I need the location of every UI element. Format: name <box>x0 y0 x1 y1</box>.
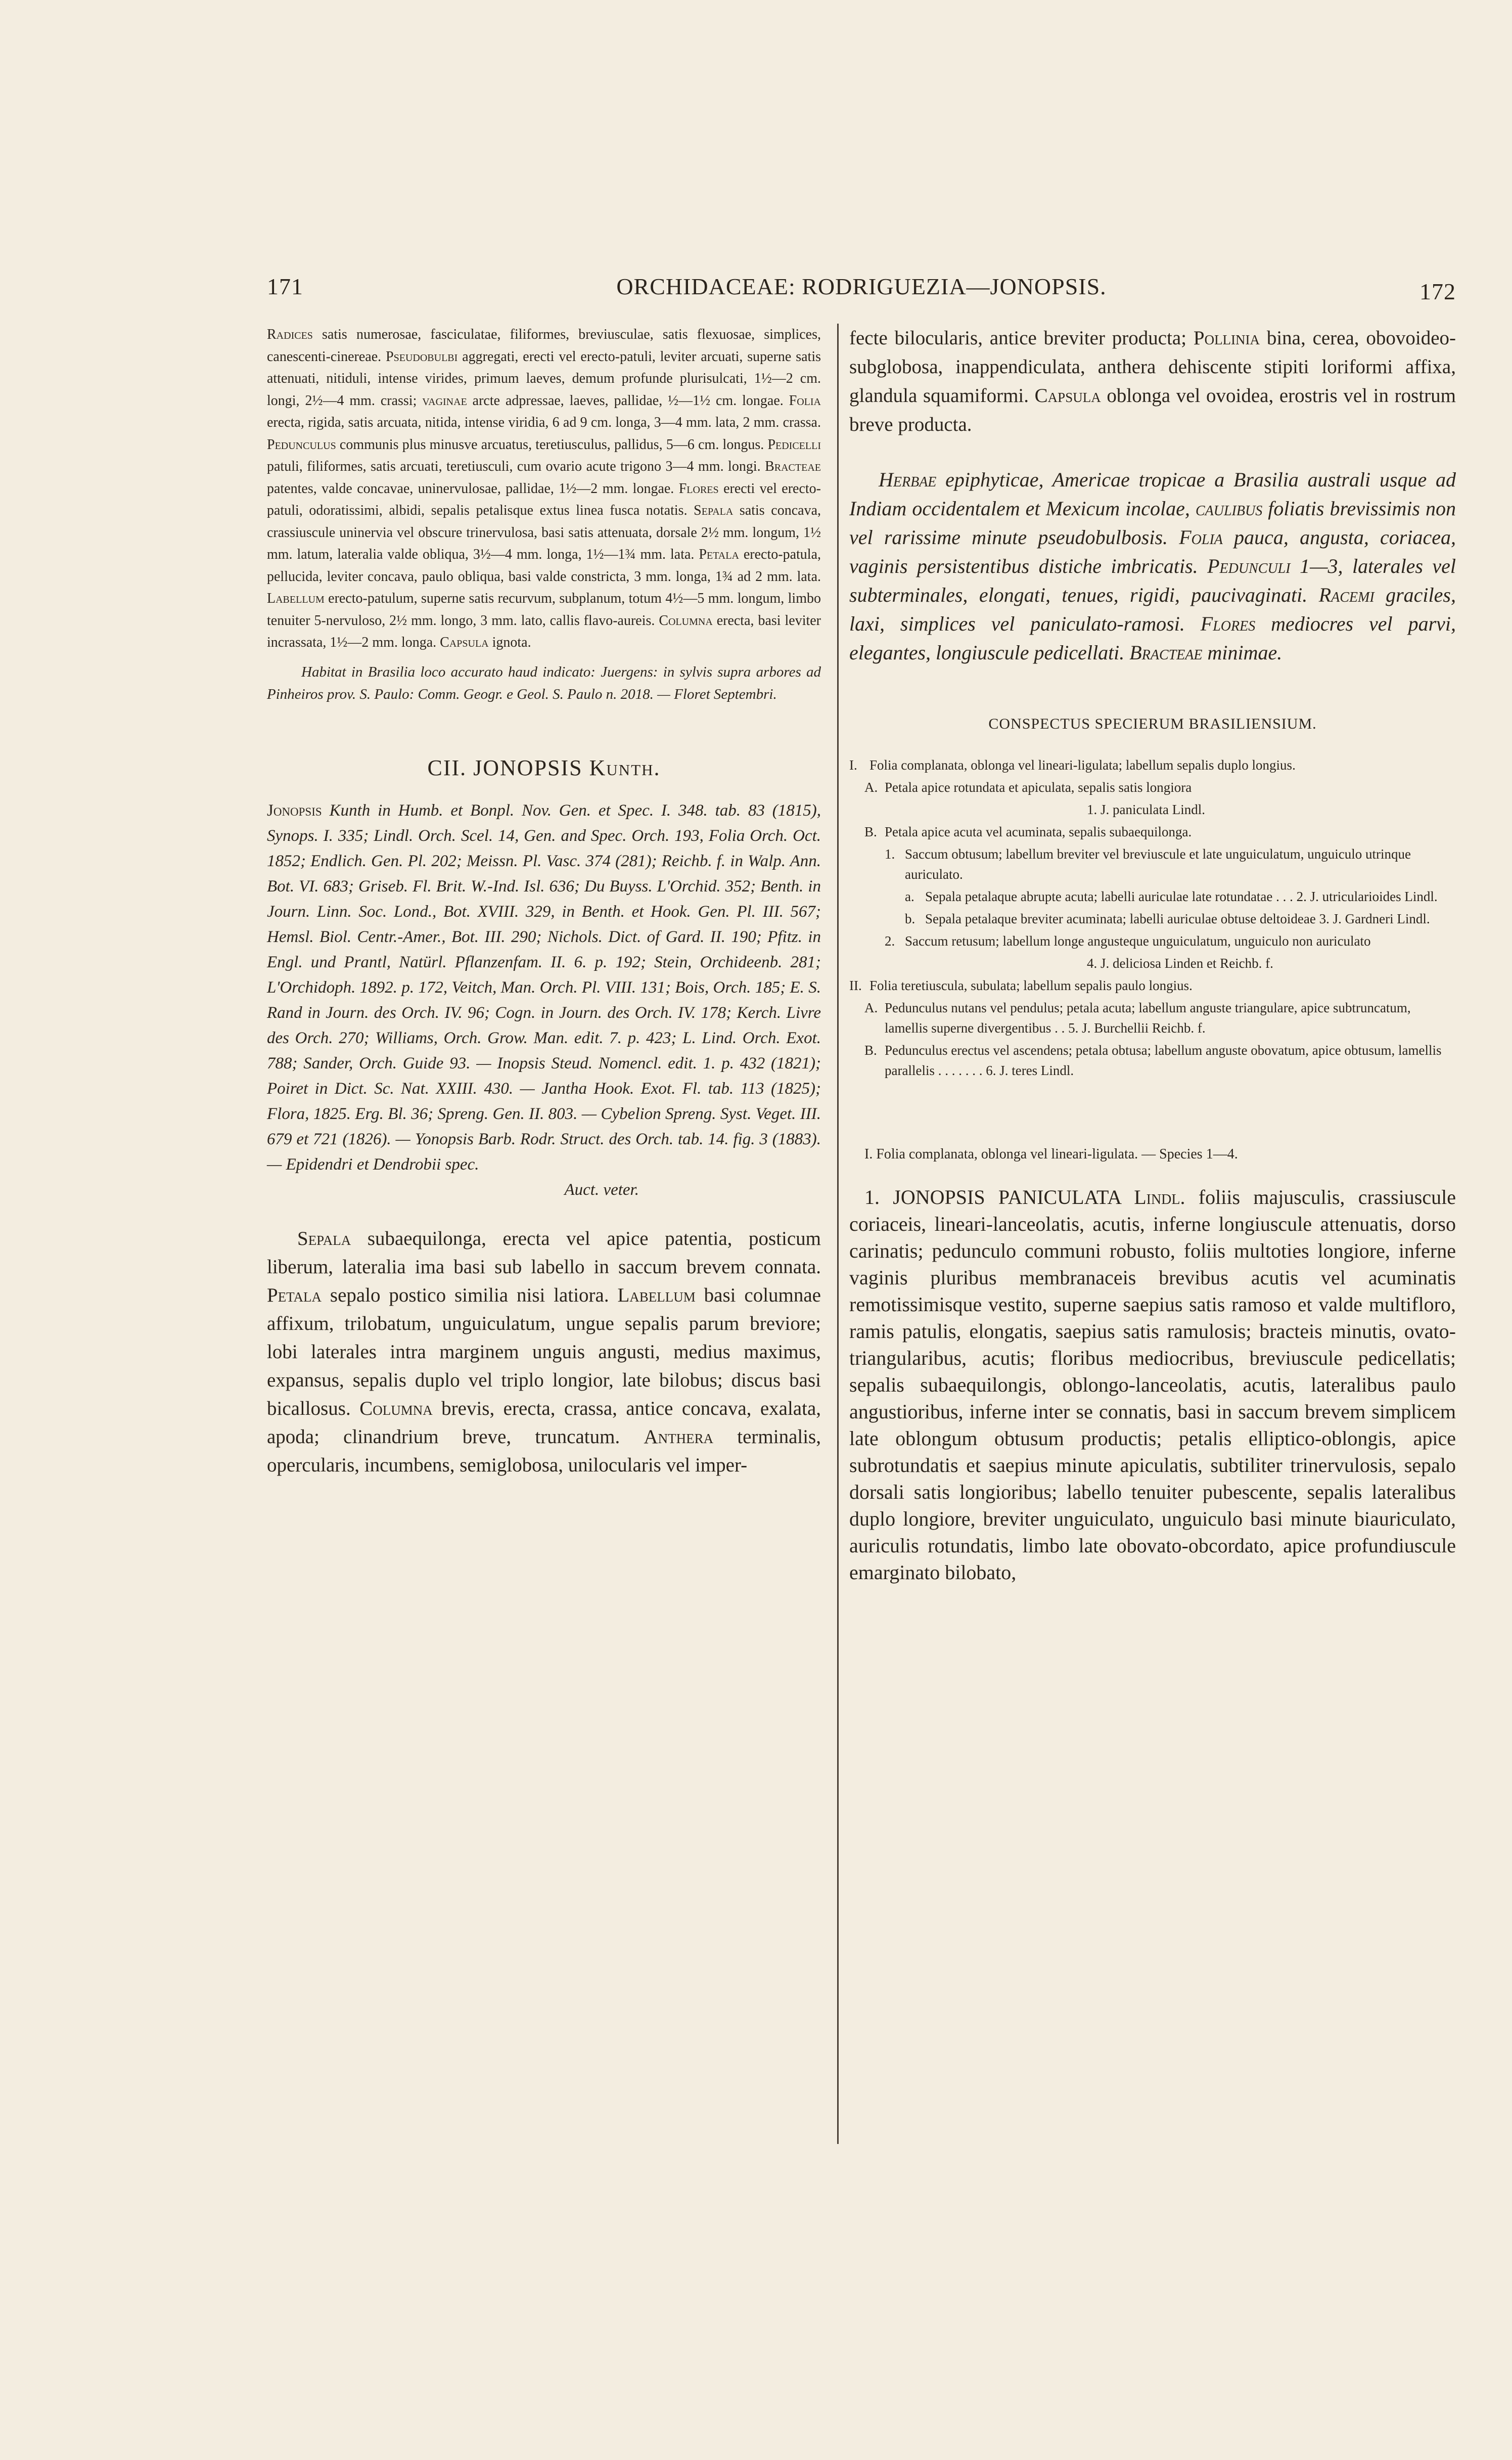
key-entry-text: Saccum obtusum; labellum breviter vel breviuscule et late unguiculatum, unguiculo utrinque auriculato. <box>905 846 1411 882</box>
term-label: Bracteae <box>765 459 821 474</box>
term-label: Labellum <box>617 1284 696 1306</box>
key-entry-text: Petala apice acuta vel acuminata, sepalis subaequilonga. <box>885 824 1192 839</box>
term-label: Racemi <box>1318 584 1374 606</box>
term-label: Columna <box>359 1397 433 1419</box>
text-run: erecta, basi leviter incrassata, 1½—2 mm. longa. <box>267 612 821 650</box>
term-label: Folia <box>1179 526 1223 549</box>
text-run: epiphyticae, Americae tropicae a Brasilia australi usque ad Indiam occidentalem et Mexicum incolae, <box>849 468 1456 520</box>
genus-synonymy-name: Jonopsis <box>267 801 322 820</box>
text-run: bina, cerea, obovoideo-subglobosa, inappendiculata, anthera dehiscente stipiti loriformi affixa, glandula squamiformi. <box>849 327 1456 407</box>
key-entry-tag: I. <box>849 757 857 773</box>
term-label: Pedunculus <box>267 436 336 453</box>
key-entry <box>849 755 1456 775</box>
key-entry-text: Folia teretiuscula, subulata; labellum sepalis paulo longius. <box>869 978 1193 993</box>
term-label: Pollinia <box>1193 327 1260 349</box>
term-label: Anthera <box>644 1425 714 1448</box>
species-description-continued <box>267 324 821 654</box>
key-entry-text: Saccum retusum; labellum longe angusteque unguiculatum, unguiculo non auriculato <box>905 933 1371 949</box>
key-entry <box>849 799 1456 820</box>
column-rule <box>837 324 839 2144</box>
text-run: mediocres vel parvi, elegantes, longiuscule pedicellati. <box>849 612 1456 664</box>
key-entry-tag: B. <box>864 1043 877 1058</box>
page-number-left: 171 <box>267 274 303 299</box>
term-label: Flores <box>1200 612 1256 635</box>
genus-synonymy <box>267 798 821 1177</box>
key-entry-text: Pedunculus nutans vel pendulus; petala acuta; labellum anguste triangulare, apice subtruncatum, lamellis superne divergentibus . . 5. J. Burchellii Reichb. f. <box>885 1000 1411 1036</box>
text-run: patentes, valde concavae, uninervulosae, pallidae, 1½—2 mm. longae. <box>267 480 679 497</box>
genus-habit-paragraph <box>849 465 1456 667</box>
text-run: arcte adpressae, laeves, pallidae, ½—1½ cm. longae. <box>467 392 789 409</box>
text-run: 1—3, laterales vel subterminales, elongati, tenues, rigidi, paucivaginati. <box>849 555 1456 606</box>
text-run: erecto-patulum, superne satis recurvum, subplanum, totum 4½—5 mm. longum, limbo tenuiter 5-nervuloso, 2½ mm. longo, 3 mm. lato, callis flavo-aureis. <box>267 591 821 629</box>
species-key <box>849 755 1456 1081</box>
term-label: Labellum <box>267 591 325 606</box>
key-entry-text: 1. J. paniculata Lindl. <box>1087 802 1205 817</box>
text-run: minimae. <box>1202 641 1282 664</box>
term-label: Sepala <box>297 1227 351 1249</box>
term-label: Radices <box>267 327 313 342</box>
text-run: ignota. <box>488 635 531 650</box>
text-run: erecta, rigida, satis arcuata, nitida, intense viridia, 6 ad 9 cm. longa, 3—4 mm. lata, 2 mm. crassa. <box>267 415 821 430</box>
text-run: terminalis, opercularis, incumbens, semiglobosa, unilocularis vel imper- <box>267 1425 821 1476</box>
key-entry-tag: A. <box>864 1000 878 1015</box>
text-run: fecte bilocularis, antice breviter producta; <box>849 327 1194 349</box>
term-label: Capsula <box>1034 385 1101 407</box>
text-run: brevis, erecta, crassa, antice concava, exalata, apoda; clinandrium breve, truncatum. <box>267 1397 821 1448</box>
term-label: Columna <box>659 612 713 629</box>
key-entry-tag: A. <box>864 780 878 795</box>
term-label: Pedicelli <box>767 436 821 453</box>
text-run: satis concava, crassiuscule uninervia vel obscure trinervulosa, basi satis attenuata, dorsale 2½ mm. longum, 1½ mm. latum, lateralia valde obliqua, 3½—4 mm. longa, 1½—1¾ mm. lata. <box>267 503 821 562</box>
term-label: Pedunculi <box>1207 555 1291 577</box>
key-entry-text: Sepala petalaque breviter acuminata; labelli auriculae obtuse deltoideae 3. J. Gardneri Lindl. <box>925 911 1430 926</box>
term-label: Sepala <box>694 503 734 518</box>
genus-heading <box>267 755 821 781</box>
key-entry-text: Pedunculus erectus vel ascendens; petala obtusa; labellum anguste obovatum, apice obtusum, lamellis parallelis . . . . . . . 6. J. teres Lindl. <box>885 1043 1442 1078</box>
text-run: aggregati, erecti vel erecto-patuli, leviter arcuati, superne satis attenuati, nitiduli, intense virides, primum laeves, demum profunde plurisulcati, 1½—2 cm. longi, 2½—4 mm. crassi; <box>267 348 821 409</box>
term-label: Herbae <box>879 468 937 491</box>
text-run: pauca, angusta, coriacea, vaginis persistentibus distiche imbricatis. <box>849 526 1456 577</box>
key-entry <box>849 909 1456 929</box>
text-run: oblonga vel ovoidea, erostris vel in rostrum breve producta. <box>849 385 1456 435</box>
running-header <box>267 273 1456 308</box>
term-label: Pseudobulbi <box>386 348 458 365</box>
key-entry <box>849 886 1456 907</box>
text-run: erecto-patula, pellucida, leviter concava, paulo obliqua, basi valde constricta, 3 mm. longa, 1¾ ad 2 mm. lata. <box>267 547 821 585</box>
conspectus-title: CONSPECTUS SPECIERUM BRASILIENSIUM. <box>988 715 1317 732</box>
term-label: caulibus <box>1195 497 1263 520</box>
text-run: foliatis brevissimis non vel rarissime minute pseudobulbosis. <box>849 497 1456 549</box>
text-run: satis numerosae, fasciculatae, filiformes, breviusculae, satis flexuosae, simplices, canescenti-cinereae. <box>267 327 821 365</box>
key-entry <box>849 844 1456 884</box>
text-run: subaequilonga, erecta vel apice patentia, posticum liberum, lateralia ima basi sub labello in saccum brevem connata. <box>267 1227 821 1278</box>
running-title: ORCHIDACEAE: RODRIGUEZIA—JONOPSIS. <box>616 274 1107 299</box>
genus-synonymy-text: Kunth in Humb. et Bonpl. Nov. Gen. et Spec. I. 348. tab. 83 (1815), Synops. I. 335; Lindl. Orch. Scel. 14, Gen. and Spec. Orch. 193, Folia Orch. Oct. 1852; Endlich. Gen. Pl. 202; Meissn. Pl. Vasc. 374 (281); Reichb. f. in Walp. Ann. Bot. VI. 683; Griseb. Fl. Brit. W.-Ind. Isl. 636; Du Buyss. L'Orchid. 352; Benth. in Journ. Linn. Soc. Lond., Bot. XVIII. 329, in Benth. et Hook. Gen. Pl. III. 567; Hemsl. Biol. Centr.-Amer., Bot. III. 290; Nichols. Dict. of Gard. II. 190; Pfitz. in Engl. und Prantl, Natürl. Pflanzenfam. II. 6. p. 192; Stein, Orchideenb. 281; L'Orchidoph. 1892. p. 172, Veitch, Man. Orch. Pl. VIII. 131; Bois, Orch. 185; E. S. Rand in Journ. des Orch. IV. 96; Cogn. in Journ. des Orch. IV. 178; Kerch. Livre des Orch. 270; Williams, Orch. Grow. Man. edit. 7. p. 423; L. Lind. Orch. Exot. 788; Sander, Orch. Guide 93. — Inopsis Steud. Nomencl. edit. 1. p. 432 (1821); Poiret in Dict. Sc. Nat. XXIII. 430. — Jantha Hook. Exot. Fl. tab. 113 (1825); Flora, 1825. Erg. Bl. 36; Spreng. Gen. II. 803. — Cybelion Spreng. Syst. Veget. III. 679 et 721 (1826). — Yonopsis Barb. Rodr. Struct. des Orch. tab. 14. fig. 3 (1883). — Epidendri et Dendrobii spec. <box>267 801 821 1174</box>
key-entry <box>849 822 1456 842</box>
key-entry-tag: b. <box>905 911 915 926</box>
key-entry <box>849 998 1456 1038</box>
key-entry-tag: B. <box>864 824 877 839</box>
genus-heading-title: CII. JONOPSIS <box>427 755 583 780</box>
species-entry <box>849 1184 1456 1586</box>
key-entry-text: 4. J. deliciosa Linden et Reichb. f. <box>1087 956 1273 971</box>
term-label: Bracteae <box>1129 641 1203 664</box>
text-run: basi columnae affixum, trilobatum, unguiculatum, ungue sepalis parum breviore; lobi laterales intra marginem unguis angusti, medius maximus, expansus, sepalis duplo vel triplo longior, late bilobus; discus basi bicallosus. <box>267 1284 821 1419</box>
species-diagnosis: foliis majusculis, crassiuscule coriaceis, lineari-lanceolatis, acutis, inferne longiuscule attenuatis, dorso carinatis; pedunculo communi robusto, foliis multoties longiore, inferne vaginis pluribus membranaceis brevibus acutis vel acuminatis remotissimisque vestito, superne saepius satis ramoso et valde multifloro, ramis patulis, elongatis, saepius satis ramulosis; bracteis minutis, ovato-triangularibus, acutis; floribus mediocribus, breviuscule pedicellatis; sepalis subaequilongis, oblongo-lanceolatis, acutis, lateralibus paulo angustioribus, inferne inter se connatis, basi in saccum brevem simplicem late oblongum obtusum productis; petalis elliptico-oblongis, apice subrotundatis et saepius minute apiculatis, subtiliter trinervulosis, sepalo dorsali satis longioribus; labello tenuiter pubescente, sepalis lateralibus duplo longiore, breviter unguiculato, unguiculo basi minute biauriculato, auriculis rotundatis, limbo late obovato-obcordato, apice profundiuscule emarginato bilobato, <box>849 1186 1456 1584</box>
species-name: 1. JONOPSIS PANICULATA <box>864 1186 1121 1209</box>
genus-description <box>267 1225 821 1480</box>
term-label: Flores <box>678 480 719 497</box>
key-entry-tag: 2. <box>885 933 895 949</box>
habitat-note: Habitat in Brasilia loco accurato haud indicato: Juergens: in sylvis supra arbores ad Pinheiros prov. S. Paulo: Comm. Geogr. e Geol. S. Paulo n. 2018. — Floret Septembri. <box>267 663 821 702</box>
key-entry <box>849 953 1456 973</box>
term-label: Capsula <box>440 635 489 650</box>
term-label: vaginae <box>422 392 467 409</box>
term-label: Folia <box>789 392 821 409</box>
page-number-right: 172 <box>1419 279 1456 304</box>
key-entry-tag: II. <box>849 978 862 993</box>
text-run: graciles, laxi, simplices vel paniculato-ramosi. <box>849 584 1456 635</box>
key-entry-text: Folia complanata, oblonga vel lineari-ligulata; labellum sepalis duplo longius. <box>869 757 1296 773</box>
genus-description-continued <box>849 324 1456 439</box>
right-column <box>849 324 1456 1586</box>
text-run: communis plus minusve arcuatus, teretiusculus, pallidus, 5—6 cm. longus. <box>336 436 768 453</box>
text-run: erecti vel erecto-patuli, odoratissimi, albidi, sepalis petalisque extus linea fusca notatis. <box>267 480 821 518</box>
key-entry <box>849 975 1456 996</box>
key-entry <box>849 777 1456 797</box>
key-entry-tag: 1. <box>885 846 895 862</box>
term-label: Petala <box>699 547 739 562</box>
term-label: Petala <box>267 1284 322 1306</box>
key-entry <box>849 1040 1456 1081</box>
genus-heading-author: Kunth. <box>589 755 661 780</box>
key-entry-tag: a. <box>905 889 914 904</box>
left-column <box>267 324 821 1480</box>
text-run: sepalo postico similia nisi latiora. <box>322 1284 618 1306</box>
key-entry-text: Sepala petalaque abrupte acuta; labelli auriculae late rotundatae . . . 2. J. utricularioides Lindl. <box>925 889 1438 904</box>
species-author: Lindl. <box>1134 1186 1185 1209</box>
key-entry <box>849 931 1456 951</box>
text-run: patuli, filiformes, satis arcuati, teretiusculi, cum ovario acute trigono 3—4 mm. longi. <box>267 459 765 474</box>
key-entry-text: Petala apice rotundata et apiculata, sepalis satis longiora <box>885 780 1192 795</box>
auct-veter: Auct. veter. <box>564 1180 639 1199</box>
section-note: I. Folia complanata, oblonga vel lineari-ligulata. — Species 1—4. <box>864 1146 1238 1162</box>
